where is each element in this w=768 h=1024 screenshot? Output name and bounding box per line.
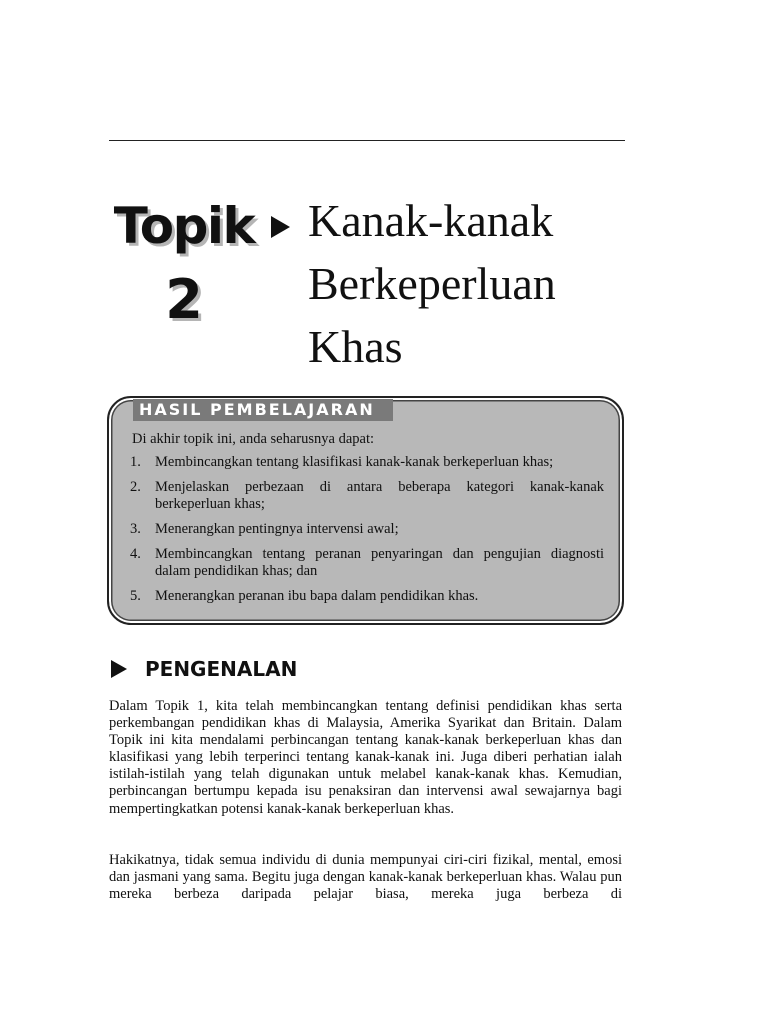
outcome-item	[130, 521, 604, 538]
outcome-number: 2.	[130, 479, 141, 495]
outcome-text: Membincangkan tentang peranan penyaringan dan pengujian diagnosti dalam pendidikan khas; dan	[155, 546, 604, 579]
body-paragraph: Hakikatnya, tidak semua individu di dunia mempunyai ciri-ciri fizikal, mental, emosi dan jasmani yang sama. Begitu juga dengan kanak-kanak berkeperluan khas. Walau pun mereka berbeza daripada pelajar biasa, mereka juga berbeza di	[109, 852, 622, 903]
section-heading: PENGENALAN	[145, 657, 298, 681]
chapter-title-line: Kanak-kanak	[308, 195, 554, 246]
outcome-item	[130, 546, 604, 580]
top-horizontal-rule	[109, 140, 625, 141]
title-arrow-icon	[271, 216, 290, 238]
chapter-title-line: Khas	[308, 321, 403, 372]
learning-outcomes-header: HASIL PEMBELAJARAN	[133, 399, 393, 421]
outcome-text: Menjelaskan perbezaan di antara beberapa kategori kanak-kanak berkeperluan khas;	[155, 479, 604, 512]
outcome-text: Membincangkan tentang klasifikasi kanak-kanak berkeperluan khas;	[155, 454, 554, 470]
learning-outcomes-list	[130, 454, 604, 613]
outcome-number: 3.	[130, 521, 141, 537]
chapter-title-line: Berkeperluan	[308, 258, 556, 309]
outcome-number: 4.	[130, 546, 141, 562]
outcome-item	[130, 588, 604, 605]
outcome-number: 5.	[130, 588, 141, 604]
outcome-number: 1.	[130, 454, 141, 470]
topic-label	[110, 196, 258, 334]
section-arrow-icon	[111, 660, 127, 678]
outcome-text: Menerangkan pentingnya intervensi awal;	[155, 521, 399, 537]
topic-number: 2	[165, 268, 203, 331]
outcome-item	[130, 479, 604, 513]
topic-word: Topik	[113, 197, 255, 255]
chapter-title	[308, 189, 638, 378]
body-paragraph: Dalam Topik 1, kita telah membincangkan tentang definisi pendidikan khas serta perkembangan pendidikan khas di Malaysia, Amerika Syarikat dan Britain. Dalam Topik ini kita mendalami perbincangan tentang kanak-kanak berkeperluan khas dan klasifikasi yang lebih terperinci tentang kanak-kanak ini. Juga diberi perhatian ialah istilah-istilah yang telah digunakan untuk melabel kanak-kanak khas. Kemudian, perbincangan bertumpu kepada isu penaksiran dan intervensi awal sewajarnya bagi mempertingkatkan potensi kanak-kanak berkeperluan khas.	[109, 698, 622, 817]
learning-outcomes-intro: Di akhir topik ini, anda seharusnya dapat:	[132, 431, 375, 447]
outcome-text: Menerangkan peranan ibu bapa dalam pendidikan khas.	[155, 588, 479, 604]
outcome-item	[130, 454, 604, 471]
